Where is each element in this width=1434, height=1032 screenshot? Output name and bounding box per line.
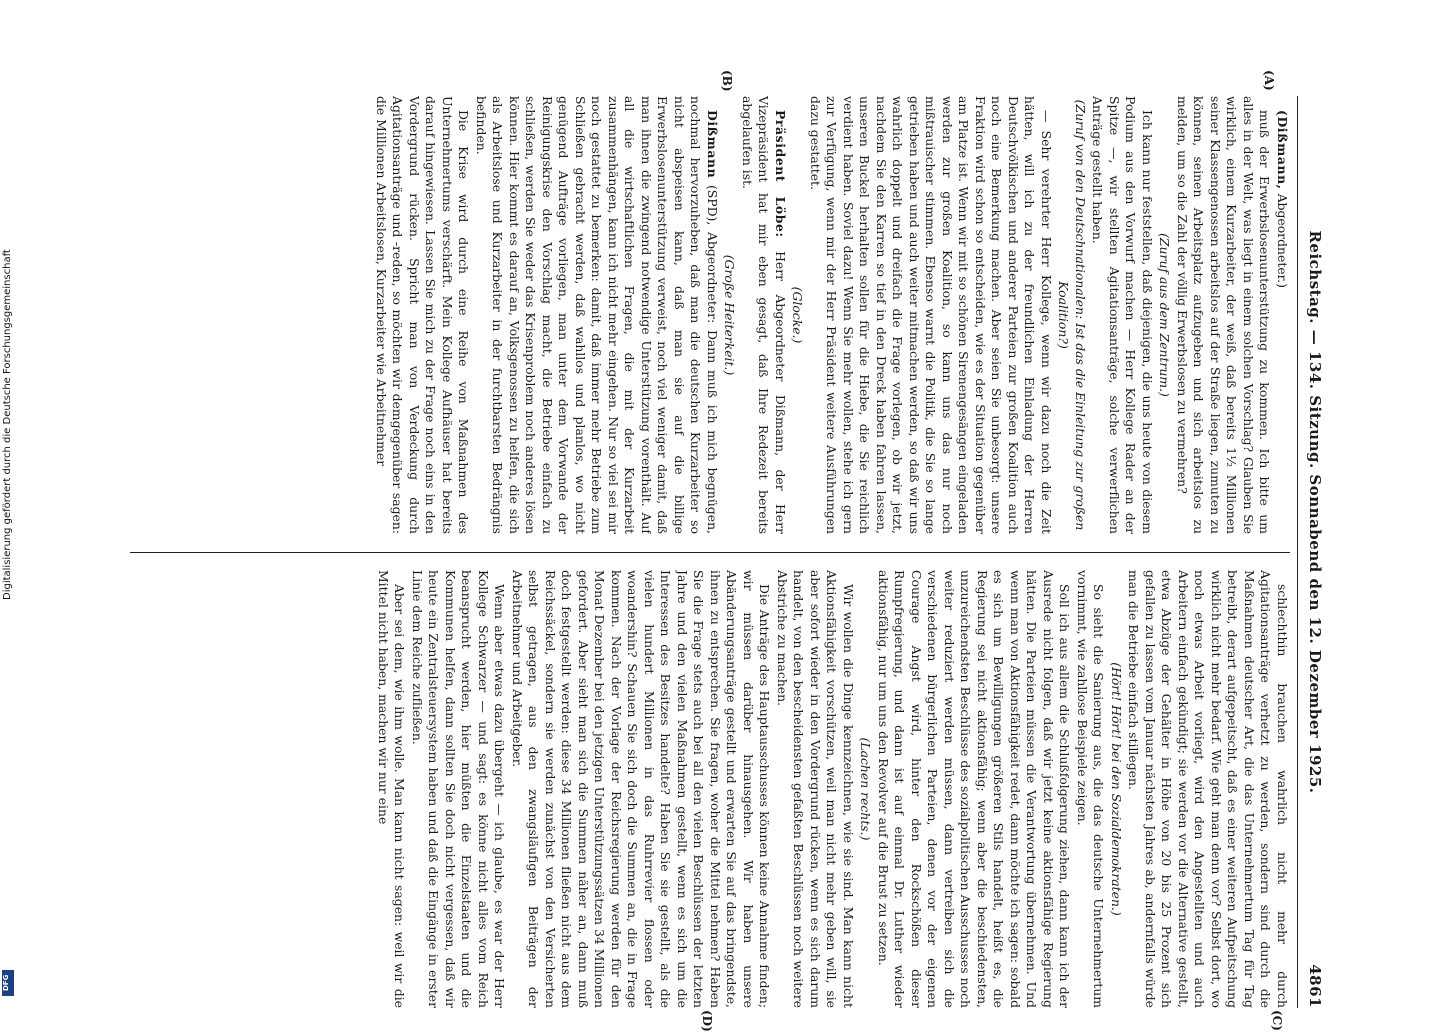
speech-text: Abgeordneter.) — [1275, 193, 1290, 288]
speaker-paragraph — [739, 96, 789, 534]
column-divider — [130, 552, 1290, 553]
body-paragraph: muß der Erwerbslosenunterstützung zu kommen. Ich bitte um alles in der Welt, was liegt in einem solchen Vorschlag? Glauben Sie wirklich, einem Kurzarbeiter, der weiß, daß bereits 1½ Millionen seiner Klassengenossen arbeitslos auf der Straße liegen, zumuten zu können, seinen Arbeitsplatz aufzugeben und sich arbeitslos zu melden, um so die Zahl der völlig Erwerbslosen zu vermehren? — [1175, 96, 1273, 534]
body-paragraph: schlechthin brauchen wahrlich nicht mehr durch Agitationsanträge verhetzt zu werden, sondern sind durch die Maßnahmen deutscher Art, die das Unternehmertum Tag für Tag betreibt, derart aufgepeitscht, daß es einer weiteren Aufpeitschung wirklich nicht mehr bedarf. Wie geht man denn vor? Selbst dort, wo noch etwas Arbeit vorliegt, wird den Angestellten und auch Arbeitern einfach gekündigt; sie werden vor die Alternative gestellt, etwa Abzüge der Gehälter in Höhe von 20 bis 25 Prozent sich gefallen zu lassen vom Januar nächsten Jahres ab, andernfalls würde man die Betriebe einfach stillegen. — [1126, 570, 1290, 1008]
interjection: (Große Heiterkeit.) — [722, 254, 738, 376]
left-column — [130, 96, 1290, 534]
body-paragraph: Soll ich aus allem die Schlußfolgerung ziehen, dann kann ich der Ausrede nicht folgen, daß wir jetzt keine aktionsfähige Regierung hätten. Die Parteien müssen die Verantwortung übernehmen. Und wenn man von Aktionsfähigkeit redet, dann möchte ich sagen: sobald es sich um Bewilligungen größeren Stils handelt, heißt es, die Regierung sei nicht aktionsfähig; wenn aber die beschiedensten, unzureichendsten Beschlüsse des sozialpolitischen Ausschusses noch weiter reduziert werden müssen, dann vertreiben sich die verschiedenen bürgerlichen Parteien, denen vor der eigenen Courage Angst wird, hinter den Rockschößen dieser Rumpfregierung, und dann ist auf einmal Dr. Luther wieder aktionsfähig, nur um uns den Revolver auf die Brust zu setzen. — [876, 570, 1073, 1008]
page-number: 4861 — [1306, 964, 1324, 1008]
running-title: Reichstag. — 134. Sitzung. Sonnabend den 12. Dezember 1925. — [1306, 230, 1324, 794]
margin-marker-c: (C) — [1270, 1010, 1284, 1031]
speaker-paragraph — [473, 96, 721, 534]
header-rule — [1297, 96, 1298, 1008]
body-paragraph: Die Anträge des Hauptausschusses können keine Annahme finden; wir müssen darüber hinausgehen. Wir haben unsere Abänderungsanträge gestellt und erwarten Sie auf das bringendste, ihnen zu entsprechen. Sie fragen, woher die Mittel nehmen? Haben Sie die Frage stets auch bei all den vielen Beschlüssen der letzten Jahre und den vielen Maßnahmen gestellt, wenn es sich um die Interessen des Besitzes handelte? Haben Sie sie gestellt, als die vielen hundert Millionen in das Ruhrrevier flossen oder woandershin? Schauen Sie sich doch die Summen an, die in Frage kommen. Nach der Vorlage der Reichsregierung werden für den Monat Dezember bei den jetzigen Unterstützungssätzen 34 Millionen gefordert. Aber sieht man sich die Summen näher an, dann muß doch festgestellt werden: diese 34 Millionen fließen nicht aus dem Reichssäckel, sondern sie werden zunächst von den Versicherten selbst getragen, aus den zwangsläufigen Beiträgen der Arbeitnehmer und Arbeitgeber. — [510, 570, 773, 1008]
speech-text: (SPD), Abgeordneter: Dann muß ich mich begnügen, nochmal hervorzuheben, daß man die deutschen Kurzarbeiter so nicht abspeisen kann, daß man sie auf die billige Erwerbslosenunterstützung verweist, noch viel weniger damit, daß man ihnen die zwingend notwendige Unterstützung vorenthält. Auf all die wirtschaftlichen Fragen, die mit der Kurzarbeit zusammenhängen, kann ich nicht mehr eingehen. Nur so viel sei mir noch gestattet zu bemerken: damit, daß immer mehr Betriebe zum Schließen gebracht werden, daß wahllos und planlos, wo nicht genügend Aufträge vorliegen, man unter dem Vorwande der Reinigungskrise den Vorschlag macht, die Betriebe einfach zu schließen, werden Sie weder das Krisenproblem noch anderes lösen können. Hier kommt es darauf an, Volksgenossen zu helfen, die sich als Arbeitslose und Kurzarbeiter in der furchtbarsten Bedrängnis befinden. — [474, 96, 720, 534]
interjection: (Lachen rechts.) — [858, 737, 874, 841]
speech-text: Herr Abgeordneter Dißmann, der Herr Vizepräsident hat mir eben gesagt, daß Ihre Redezeit bereits abgelaufen ist. — [740, 96, 788, 534]
interjection: (Glocke.) — [790, 286, 806, 344]
margin-marker-a: (A) — [1262, 70, 1276, 91]
interjection: (Zuruf aus dem Zentrum.) — [1157, 233, 1173, 397]
right-column — [130, 570, 1290, 1008]
interjection: (Zuruf von den Deutschnationalen: Ist das die Einleitung zur großen Koalition?) — [1056, 99, 1088, 531]
speaker-name: Dißmann — [705, 110, 720, 179]
digitization-credit: Digitalisierung gefördert durch die Deutsche Forschungsgemeinschaft — [2, 249, 13, 600]
interjection: (Hört! Hört! bei den Sozialdemokraten.) — [1109, 662, 1124, 916]
dfg-logo: DFG — [2, 970, 14, 996]
page-header — [1300, 96, 1324, 1008]
body-paragraph: Die Krise wird durch eine Reihe von Maßnahmen des Unternehmertums verschärft. Mein Kollege Aufhäuser hat bereits darauf hingewiesen. Lassen Sie mich zu der Frage noch eins in den Vordergrund rücken. Spricht man von Verdeckung durch Agitationsanträge und -reden, so möchten wir demgegenüber sagen: die Millionen Arbeitslosen, Kurzarbeiter wie Arbeitnehmer — [374, 96, 472, 534]
body-paragraph: Wir wollen die Dinge kennzeichnen, wie sie sind. Man kann nicht Aktionsfähigkeit vorschützen, weil man nicht mehr geben will, sie aber sofort wieder in den Vordergrund rücken, wenn es sich darum handelt, von den bescheidensten gefaßten Beschlüssen noch weitere Abstriche zu machen. — [775, 570, 856, 1008]
speaker-name: Präsident Löbe: — [773, 110, 788, 238]
body-paragraph: Wenn aber etwas dazu übergeht — ich glaube, es war der Herr Kollege Schwarzer — und sagt: es könne nicht alles vom Reich beansprucht werden, hier müßten die Einzelstaaten und die Kommunen helfen, dann sollten Sie doch nicht vergessen, daß wir heute ein Zentralsteuersystem haben und daß die Eingänge in erster Linie dem Reiche zufließen. — [410, 570, 508, 1008]
body-paragraph: So sieht die Sanierung aus, die das deutsche Unternehmertum vornimmt, wie zahllose Beispiele zeigen. — [1075, 570, 1107, 1008]
margin-marker-b: (B) — [720, 70, 734, 92]
margin-marker-d: (D) — [700, 1010, 714, 1032]
speaker-paragraph — [1274, 96, 1291, 534]
rotated-page-content — [114, 70, 1324, 1032]
speaker-name: (Dißmann, — [1275, 110, 1290, 190]
body-paragraph: — Sehr verehrter Herr Kollege, wenn wir dazu noch die Zeit hätten, will ich zu der freundlichen Einladung der Herren Deutschvölkischen und anderer Parteien zur großen Koalition auch noch eine Bemerkung machen. Aber seien Sie unbesorgt: unsere Fraktion wird schon so entscheiden, wie es der Situation gegenüber am Platze ist. Wenn wir mit so schönen Sirenengesängen eingeladen werden zur großen Koalition, so kann uns das nur noch mißtrauischer stimmen. Ebenso warnt die Politik, die Sie so lange getrieben haben und auch weiter mitmachen werden, so daß wir uns wahrlich doppelt und dreifach die Frage vorlegen, ob wir jetzt, nachdem Sie den Karren so tief in den Dreck haben fahren lassen, unseren Buckel herhalten sollen für die Hiebe, die Sie reichlich verdient haben. Soviel dazu! Wenn Sie mehr wollen, stehe ich gern zur Verfügung, wenn mir der Herr Präsident weitere Ausführungen dazu gestattet. — [808, 96, 1054, 534]
body-paragraph: Ich kann nur feststellen, daß diejenigen, die uns heute von diesem Podium aus den Vorwurf machen — Herr Kollege Rader an der Spitze —, wir stellten Agitationsanträge, solche verwerflichen Anträge gestellt haben. — [1090, 96, 1155, 534]
body-paragraph: Aber sei dem, wie ihm wolle. Man kann nicht sagen: weil wir die Mittel nicht haben, machen wir nur eine — [376, 570, 408, 1008]
